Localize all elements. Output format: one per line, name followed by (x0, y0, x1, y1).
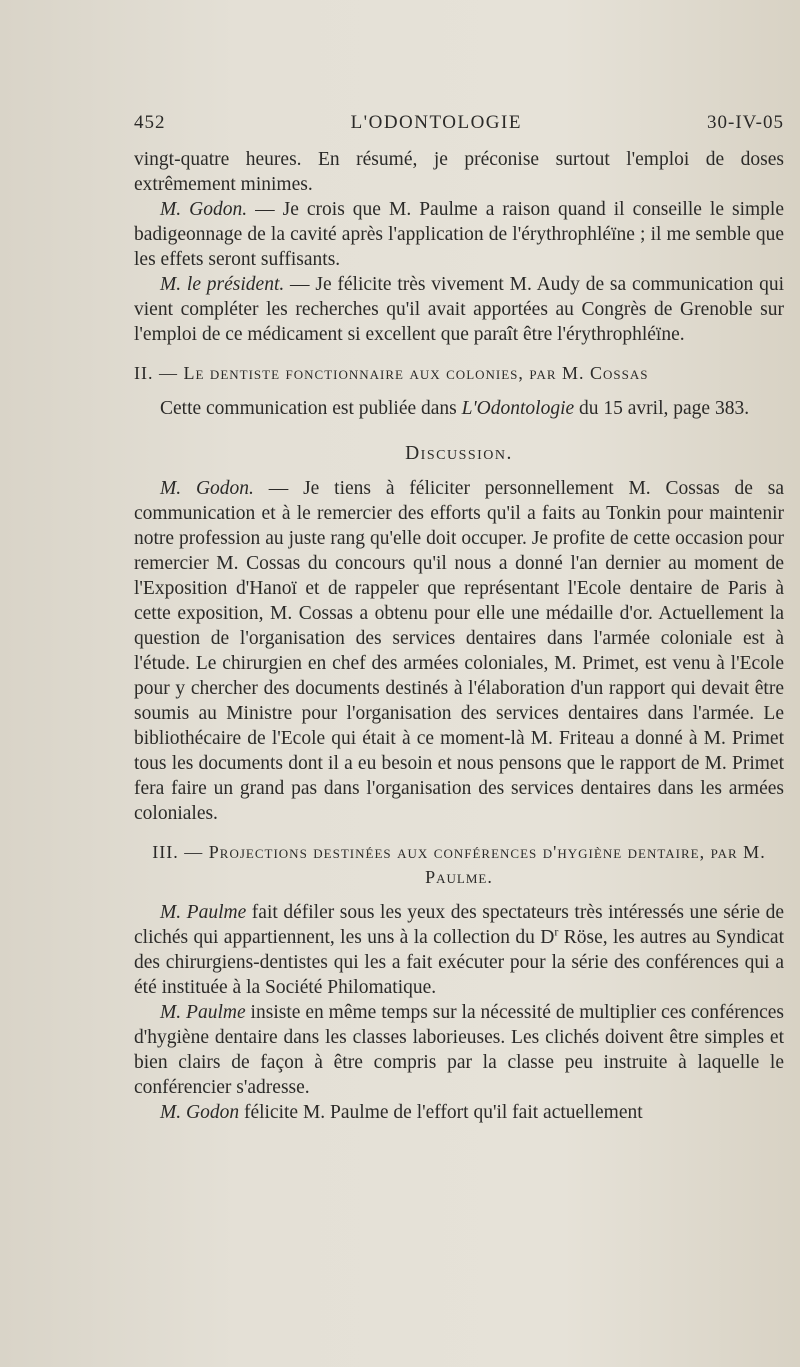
running-header (134, 110, 784, 135)
paragraph-text: insiste en même temps sur la nécessité de multiplier ces conférences d'hygiène dentaire dans les classes laborieuses. Les clichés doivent être simples et bien clairs de façon à être compris par la classe peu instruite à laquelle le conférencier s'adresse. (134, 1002, 784, 1098)
paragraph-text: — Je félicite très vivement M. Audy de sa communication qui vient compléter les recherches qu'il avait apportées au Congrès de Grenoble sur l'emploi de ce médicament si excellent que paraît être l'érythrophléïne. (134, 274, 785, 345)
paragraph-godon-1 (134, 197, 784, 272)
text-fragment: fait défiler sous les yeux des spectateurs très intéressés une série de clichés qui appartiennent, les uns à la collection du D (134, 902, 784, 948)
paragraph-godon-2 (134, 476, 784, 826)
section-heading-2: II. — Le dentiste fonctionnaire aux colonies, par M. Cossas (134, 363, 649, 383)
paragraph-text: — Je tiens à féliciter personnellement M. Cossas de sa communication et à le remercier des efforts qu'il a faits au Tonkin pour maintenir notre profession au juste rang qu'elle doit occuper. Je profite de cette occasion pour remercier M. Cossas du concours qu'il nous a donné l'an dernier au moment de l'Exposition d'Hanoï et de rappeler que représentant l'Ecole dentaire de Paris à cette exposition, M. Cossas a obtenu pour elle une médaille d'or. Actuellement la question de l'organisation des services dentaires dans l'armée coloniale est à l'étude. Le chirurgien en chef des armées coloniales, M. Primet, est venu à l'Ecole pour y chercher des documents destinés à l'élaboration d'un rapport qui devait être soumis au Ministre pour l'organisation des services dentaires dans l'armée. Le bibliothécaire de l'Ecole qui était à ce moment-là M. Friteau a donné à M. Primet tous les documents dont il a eu besoin et nous pensons que le rapport de M. Primet fera faire un grand pas dans l'organisation des services dentaires dans les armées coloniales. (134, 478, 785, 824)
paragraph-godon-3 (134, 1100, 784, 1125)
speaker-name: M. Paulme (160, 902, 247, 923)
issue-date: 30-IV-05 (707, 112, 784, 133)
paragraph-president (134, 272, 784, 347)
section-heading-3: III. — Projections destinées aux conférences d'hygiène dentaire, par M. Paulme. (152, 842, 766, 887)
speaker-name: M. le président. (160, 274, 285, 295)
text-fragment: Röse, les autres au Syndicat des chirurgiens-dentistes qui les a fait exécuter pour la série des conférences qui a été instituée à la Société Philomatique. (134, 927, 784, 998)
speaker-name: M. Godon. (160, 478, 254, 499)
paragraph-text: félicite M. Paulme de l'effort qu'il fait actuellement (239, 1102, 643, 1123)
paragraph-paulme-2 (134, 1000, 784, 1100)
journal-title: L'ODONTOLOGIE (350, 112, 522, 133)
superscript: r (554, 924, 559, 939)
speaker-name: M. Paulme (160, 1002, 246, 1023)
discussion-heading: Discussion. (405, 443, 513, 464)
text-fragment: Cette communication est publiée dans (160, 398, 462, 419)
speaker-name: M. Godon (160, 1102, 240, 1123)
text-fragment: du 15 avril, page 383. (574, 398, 750, 419)
journal-reference: L'Odontologie (461, 398, 575, 419)
paragraph-paulme-1 (134, 900, 784, 1000)
paragraph-1: vingt-quatre heures. En résumé, je préconise surtout l'emploi de doses extrêmement minimes. (134, 149, 784, 195)
paragraph-publication-note (134, 396, 784, 421)
page-number: 452 (134, 112, 166, 133)
paragraph-text: — Je crois que M. Paulme a raison quand il conseille le simple badigeonnage de la cavité après l'application de l'érythrophléïne ; il me semble que les effets seront suffisants. (134, 199, 784, 270)
speaker-name: M. Godon. (160, 199, 248, 220)
page-content (134, 110, 784, 1125)
